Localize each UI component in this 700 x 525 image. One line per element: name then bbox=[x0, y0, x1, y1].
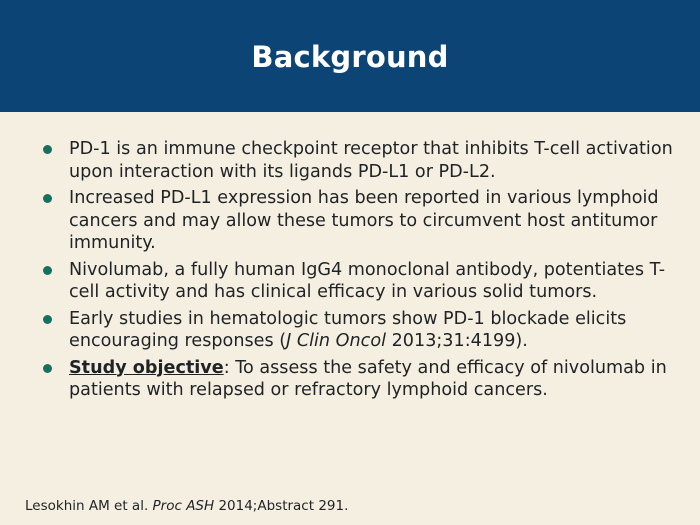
bullet-text: Nivolumab, a fully human IgG4 monoclonal antibody, potentiates T-cell activity and has clinical efficacy in various solid tumors. bbox=[69, 259, 666, 302]
footer-citation bbox=[25, 498, 348, 514]
bullet-dot-icon bbox=[43, 364, 52, 373]
footer-details: 2014;Abstract 291. bbox=[214, 498, 349, 514]
slide-title: Background bbox=[251, 40, 449, 74]
bullet-item bbox=[43, 138, 683, 183]
footer-journal: Proc ASH bbox=[152, 498, 215, 514]
title-bar bbox=[0, 0, 700, 112]
bullet-item bbox=[43, 308, 683, 353]
footer-authors: Lesokhin AM et al. bbox=[25, 498, 153, 514]
bullet-text: : To assess the safety and efficacy of nivolumab in patients with relapsed or refractory lymphoid cancers. bbox=[69, 357, 667, 400]
bullet-text: Increased PD-L1 expression has been reported in various lymphoid cancers and may allow these tumors to circumvent host antitumor immunity. bbox=[69, 188, 659, 253]
bullet-dot-icon bbox=[43, 315, 52, 324]
bullet-text: Early studies in hematologic tumors show PD-1 blockade elicits encouraging responses ( bbox=[69, 308, 627, 351]
study-objective-label: Study objective bbox=[69, 357, 224, 378]
bullet-dot-icon bbox=[43, 145, 52, 154]
bullet-item bbox=[43, 259, 683, 304]
bullet-text: PD-1 is an immune checkpoint receptor that inhibits T-cell activation upon interaction with its ligands PD-L1 or PD-L2. bbox=[69, 139, 673, 182]
bullet-list bbox=[43, 138, 683, 406]
bullet-dot-icon bbox=[43, 266, 52, 275]
citation-details: 2013;31:4199). bbox=[386, 331, 528, 351]
bullet-item bbox=[43, 187, 683, 255]
journal-citation: J Clin Oncol bbox=[286, 331, 387, 351]
bullet-item bbox=[43, 357, 683, 402]
bullet-dot-icon bbox=[43, 194, 52, 203]
